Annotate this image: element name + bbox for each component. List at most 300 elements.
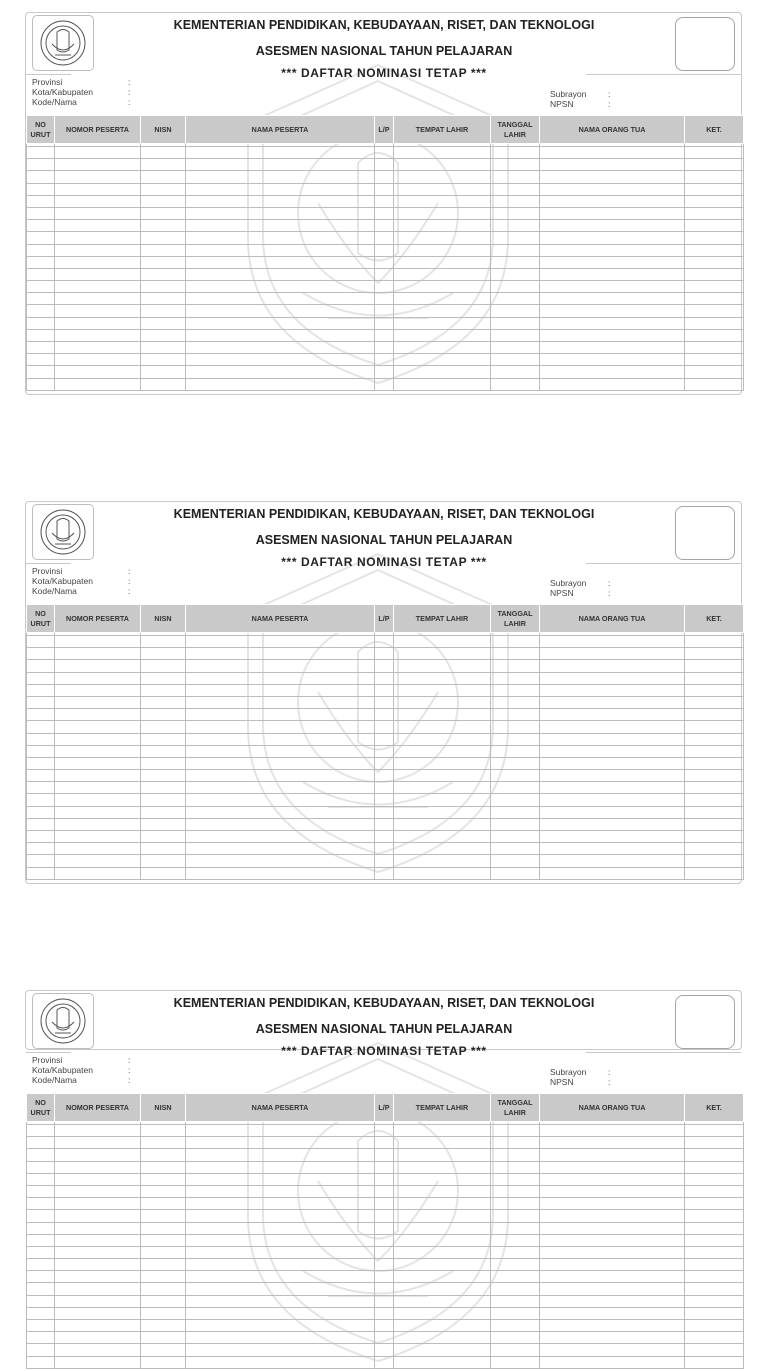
- table-row: [27, 281, 744, 293]
- table-cell: [141, 220, 186, 232]
- ministry-title: KEMENTERIAN PENDIDIKAN, KEBUDAYAAN, RISET, DAN TEKNOLOGI: [173, 507, 595, 521]
- table-cell: [394, 1210, 491, 1222]
- table-row: [27, 733, 744, 745]
- table-cell: [55, 256, 141, 268]
- table-cell: [186, 806, 375, 818]
- table-cell: [540, 256, 685, 268]
- table-cell: [685, 281, 744, 293]
- table-cell: [55, 660, 141, 672]
- table-cell: [141, 1356, 186, 1368]
- table-cell: [540, 806, 685, 818]
- table-cell: [540, 220, 685, 232]
- table-cell: [540, 1356, 685, 1368]
- table-cell: [540, 244, 685, 256]
- table-cell: [141, 1161, 186, 1173]
- table-cell: [27, 1332, 55, 1344]
- table-cell: [540, 342, 685, 354]
- assessment-title: ASESMEN NASIONAL TAHUN PELAJARAN: [255, 533, 513, 547]
- table-cell: [685, 293, 744, 305]
- table-cell: [491, 696, 540, 708]
- col-nama-orang-tua: NAMA ORANG TUA: [540, 1094, 685, 1122]
- table-cell: [375, 1307, 394, 1319]
- table-cell: [55, 305, 141, 317]
- table-row: [27, 1149, 744, 1161]
- table-cell: [27, 757, 55, 769]
- table-cell: [55, 770, 141, 782]
- table-cell: [55, 1356, 141, 1368]
- table-cell: [27, 317, 55, 329]
- table-cell: [55, 1307, 141, 1319]
- table-cell: [685, 207, 744, 219]
- table-cell: [141, 305, 186, 317]
- table-cell: [375, 1259, 394, 1271]
- col-tempat-lahir: TEMPAT LAHIR: [394, 1094, 491, 1122]
- table-cell: [540, 378, 685, 390]
- kota-kabupaten-label: Kota/Kabupaten: [32, 1065, 93, 1075]
- table-cell: [491, 867, 540, 879]
- table-cell: [375, 159, 394, 171]
- col-nomor-peserta: NOMOR PESERTA: [55, 605, 141, 633]
- table-cell: [55, 1173, 141, 1185]
- table-row: [27, 317, 744, 329]
- subrayon-label: Subrayon: [550, 1067, 587, 1077]
- table-cell: [491, 1234, 540, 1246]
- table-cell: [375, 770, 394, 782]
- table-row: [27, 1185, 744, 1197]
- col-no-urut: NO URUT: [27, 116, 55, 144]
- table-cell: [375, 806, 394, 818]
- table-cell: [491, 1222, 540, 1234]
- table-cell: [540, 709, 685, 721]
- table-cell: [491, 1344, 540, 1356]
- table-cell: [27, 1344, 55, 1356]
- table-cell: [491, 281, 540, 293]
- table-cell: [27, 867, 55, 879]
- table-cell: [394, 281, 491, 293]
- table-header-row: [27, 1094, 744, 1122]
- table-cell: [186, 171, 375, 183]
- info-separator: :: [128, 586, 131, 596]
- divider: [26, 1052, 71, 1053]
- table-cell: [685, 831, 744, 843]
- table-cell: [55, 1283, 141, 1295]
- table-cell: [55, 366, 141, 378]
- table-cell: [186, 1320, 375, 1332]
- table-row: [27, 232, 744, 244]
- table-cell: [540, 733, 685, 745]
- table-cell: [141, 1149, 186, 1161]
- table-cell: [186, 220, 375, 232]
- table-cell: [491, 1320, 540, 1332]
- table-cell: [27, 1295, 55, 1307]
- table-cell: [540, 648, 685, 660]
- table-cell: [55, 1295, 141, 1307]
- subrayon-info: [550, 578, 610, 598]
- table-cell: [27, 1222, 55, 1234]
- table-cell: [394, 366, 491, 378]
- table-cell: [27, 1356, 55, 1368]
- table-cell: [186, 660, 375, 672]
- info-separator: :: [608, 89, 611, 99]
- table-cell: [394, 1173, 491, 1185]
- col-no-urut: NO URUT: [27, 605, 55, 633]
- table-cell: [375, 818, 394, 830]
- table-cell: [55, 1210, 141, 1222]
- table-cell: [394, 195, 491, 207]
- table-cell: [685, 855, 744, 867]
- table-cell: [394, 1356, 491, 1368]
- kota-kabupaten-label: Kota/Kabupaten: [32, 87, 93, 97]
- table-cell: [394, 147, 491, 159]
- table-cell: [491, 1307, 540, 1319]
- table-cell: [491, 171, 540, 183]
- table-cell: [55, 782, 141, 794]
- table-cell: [55, 171, 141, 183]
- table-cell: [491, 305, 540, 317]
- table-cell: [394, 1332, 491, 1344]
- table-cell: [394, 183, 491, 195]
- table-cell: [685, 1271, 744, 1283]
- table-row: [27, 867, 744, 879]
- col-nisn: NISN: [141, 605, 186, 633]
- table-cell: [186, 329, 375, 341]
- table-cell: [55, 1259, 141, 1271]
- table-cell: [141, 232, 186, 244]
- table-cell: [186, 1307, 375, 1319]
- table-cell: [491, 1246, 540, 1258]
- table-cell: [186, 1185, 375, 1197]
- table-cell: [186, 1198, 375, 1210]
- col-nomor-peserta: NOMOR PESERTA: [55, 116, 141, 144]
- table-cell: [685, 1356, 744, 1368]
- table-cell: [186, 317, 375, 329]
- table-row: [27, 806, 744, 818]
- table-cell: [375, 244, 394, 256]
- table-cell: [27, 696, 55, 708]
- info-separator: :: [608, 99, 611, 109]
- table-cell: [186, 366, 375, 378]
- table-cell: [375, 1283, 394, 1295]
- table-cell: [186, 354, 375, 366]
- table-cell: [540, 672, 685, 684]
- table-cell: [491, 1161, 540, 1173]
- table-cell: [186, 733, 375, 745]
- table-cell: [685, 818, 744, 830]
- table-cell: [27, 721, 55, 733]
- table-row: [27, 818, 744, 830]
- table-cell: [27, 147, 55, 159]
- table-cell: [491, 256, 540, 268]
- table-cell: [685, 378, 744, 390]
- table-cell: [186, 1149, 375, 1161]
- table-row: [27, 770, 744, 782]
- table-row: [27, 1222, 744, 1234]
- table-cell: [375, 843, 394, 855]
- table-cell: [141, 195, 186, 207]
- table-cell: [141, 342, 186, 354]
- table-cell: [141, 672, 186, 684]
- table-cell: [540, 818, 685, 830]
- table-cell: [491, 195, 540, 207]
- table-cell: [141, 696, 186, 708]
- table-cell: [186, 818, 375, 830]
- table-cell: [141, 794, 186, 806]
- table-cell: [394, 159, 491, 171]
- table-cell: [394, 696, 491, 708]
- col-nama-peserta: NAMA PESERTA: [186, 605, 375, 633]
- npsn-label: NPSN: [550, 99, 574, 109]
- table-cell: [375, 745, 394, 757]
- table-cell: [27, 329, 55, 341]
- table-cell: [491, 745, 540, 757]
- kode-nama-label: Kode/Nama: [32, 97, 77, 107]
- table-cell: [141, 244, 186, 256]
- table-cell: [186, 1271, 375, 1283]
- table-cell: [55, 794, 141, 806]
- table-cell: [141, 684, 186, 696]
- table-cell: [394, 342, 491, 354]
- table-cell: [685, 1185, 744, 1197]
- table-cell: [27, 1320, 55, 1332]
- table-cell: [55, 1149, 141, 1161]
- table-cell: [141, 660, 186, 672]
- table-cell: [491, 220, 540, 232]
- table-cell: [685, 733, 744, 745]
- table-cell: [394, 378, 491, 390]
- table-cell: [540, 183, 685, 195]
- table-cell: [685, 1246, 744, 1258]
- table-cell: [27, 1307, 55, 1319]
- table-cell: [55, 329, 141, 341]
- table-cell: [491, 770, 540, 782]
- table-cell: [491, 843, 540, 855]
- table-cell: [375, 1320, 394, 1332]
- col-tempat-lahir: TEMPAT LAHIR: [394, 605, 491, 633]
- table-cell: [394, 1320, 491, 1332]
- table-row: [27, 1320, 744, 1332]
- table-cell: [141, 1271, 186, 1283]
- table-cell: [685, 770, 744, 782]
- table-cell: [141, 1259, 186, 1271]
- table-cell: [27, 293, 55, 305]
- table-cell: [491, 709, 540, 721]
- table-cell: [375, 648, 394, 660]
- table-cell: [540, 1125, 685, 1137]
- table-cell: [375, 293, 394, 305]
- table-cell: [375, 1356, 394, 1368]
- table-cell: [186, 1344, 375, 1356]
- table-cell: [27, 684, 55, 696]
- table-cell: [375, 1161, 394, 1173]
- table-cell: [540, 794, 685, 806]
- table-cell: [141, 1320, 186, 1332]
- table-cell: [394, 1149, 491, 1161]
- info-separator: :: [128, 1065, 131, 1075]
- info-separator: :: [128, 576, 131, 586]
- table-cell: [141, 709, 186, 721]
- table-row: [27, 696, 744, 708]
- table-cell: [141, 147, 186, 159]
- table-cell: [685, 317, 744, 329]
- table-cell: [394, 1295, 491, 1307]
- table-cell: [540, 195, 685, 207]
- table-row: [27, 195, 744, 207]
- col-nisn: NISN: [141, 1094, 186, 1122]
- table-cell: [27, 709, 55, 721]
- table-cell: [491, 672, 540, 684]
- table-cell: [491, 1210, 540, 1222]
- table-cell: [55, 244, 141, 256]
- table-row: [27, 329, 744, 341]
- table-cell: [186, 378, 375, 390]
- table-cell: [141, 1307, 186, 1319]
- table-cell: [685, 232, 744, 244]
- photo-box: [675, 995, 735, 1049]
- table-cell: [491, 757, 540, 769]
- table-cell: [186, 636, 375, 648]
- table-cell: [141, 1344, 186, 1356]
- table-cell: [540, 636, 685, 648]
- table-cell: [540, 831, 685, 843]
- table-cell: [394, 244, 491, 256]
- table-cell: [491, 366, 540, 378]
- table-cell: [540, 757, 685, 769]
- table-cell: [394, 207, 491, 219]
- table-cell: [491, 1149, 540, 1161]
- table-cell: [491, 818, 540, 830]
- table-cell: [186, 281, 375, 293]
- table-cell: [685, 721, 744, 733]
- table-cell: [186, 305, 375, 317]
- table-cell: [394, 855, 491, 867]
- table-cell: [141, 378, 186, 390]
- table-cell: [27, 1125, 55, 1137]
- table-cell: [540, 354, 685, 366]
- school-info: [32, 1055, 130, 1085]
- kota-kabupaten-label: Kota/Kabupaten: [32, 576, 93, 586]
- table-cell: [540, 1307, 685, 1319]
- subrayon-info: [550, 89, 610, 109]
- table-cell: [55, 1246, 141, 1258]
- table-cell: [685, 1320, 744, 1332]
- table-cell: [685, 354, 744, 366]
- table-cell: [27, 672, 55, 684]
- table-row: [27, 256, 744, 268]
- table-cell: [141, 329, 186, 341]
- table-row: [27, 794, 744, 806]
- table-cell: [540, 1222, 685, 1234]
- table-cell: [394, 672, 491, 684]
- table-cell: [375, 855, 394, 867]
- col-ket: KET.: [685, 116, 744, 144]
- table-cell: [394, 1271, 491, 1283]
- table-cell: [186, 256, 375, 268]
- table-cell: [55, 1125, 141, 1137]
- table-cell: [55, 843, 141, 855]
- table-cell: [540, 696, 685, 708]
- table-cell: [27, 281, 55, 293]
- table-cell: [685, 171, 744, 183]
- table-row: [27, 1271, 744, 1283]
- table-row: [27, 855, 744, 867]
- table-cell: [27, 782, 55, 794]
- table-cell: [394, 1283, 491, 1295]
- table-cell: [141, 183, 186, 195]
- table-cell: [27, 733, 55, 745]
- table-cell: [141, 757, 186, 769]
- table-cell: [394, 171, 491, 183]
- table-cell: [141, 1234, 186, 1246]
- table-cell: [685, 1259, 744, 1271]
- table-cell: [375, 147, 394, 159]
- divider: [586, 1052, 741, 1053]
- table-cell: [394, 733, 491, 745]
- table-cell: [685, 636, 744, 648]
- table-cell: [375, 1185, 394, 1197]
- table-cell: [141, 281, 186, 293]
- table-cell: [27, 1234, 55, 1246]
- table-cell: [27, 1161, 55, 1173]
- table-cell: [27, 1210, 55, 1222]
- table-cell: [394, 293, 491, 305]
- table-cell: [27, 770, 55, 782]
- table-cell: [55, 220, 141, 232]
- table-cell: [186, 745, 375, 757]
- table-cell: [141, 636, 186, 648]
- table-cell: [540, 281, 685, 293]
- table-cell: [141, 855, 186, 867]
- table-cell: [55, 648, 141, 660]
- nomination-sheet: [25, 12, 742, 395]
- table-cell: [27, 232, 55, 244]
- table-cell: [540, 770, 685, 782]
- table-cell: [394, 1125, 491, 1137]
- table-cell: [394, 757, 491, 769]
- table-row: [27, 709, 744, 721]
- table-cell: [27, 378, 55, 390]
- school-info: [32, 77, 130, 107]
- table-cell: [375, 366, 394, 378]
- table-cell: [540, 1295, 685, 1307]
- table-header-row: [27, 605, 744, 633]
- subrayon-label: Subrayon: [550, 578, 587, 588]
- table-cell: [55, 855, 141, 867]
- table-cell: [685, 843, 744, 855]
- assessment-title: ASESMEN NASIONAL TAHUN PELAJARAN: [255, 44, 513, 58]
- table-cell: [141, 831, 186, 843]
- table-cell: [375, 1222, 394, 1234]
- table-cell: [540, 855, 685, 867]
- table-cell: [27, 806, 55, 818]
- table-cell: [685, 342, 744, 354]
- table-cell: [55, 147, 141, 159]
- table-cell: [375, 378, 394, 390]
- provinsi-label: Provinsi: [32, 566, 63, 576]
- table-cell: [27, 831, 55, 843]
- table-cell: [685, 745, 744, 757]
- table-cell: [491, 684, 540, 696]
- table-cell: [27, 1137, 55, 1149]
- info-separator: :: [608, 578, 611, 588]
- table-cell: [540, 1283, 685, 1295]
- table-row: [27, 782, 744, 794]
- table-cell: [27, 256, 55, 268]
- table-cell: [540, 159, 685, 171]
- table-cell: [141, 256, 186, 268]
- table-cell: [27, 818, 55, 830]
- table-cell: [491, 317, 540, 329]
- table-cell: [27, 1283, 55, 1295]
